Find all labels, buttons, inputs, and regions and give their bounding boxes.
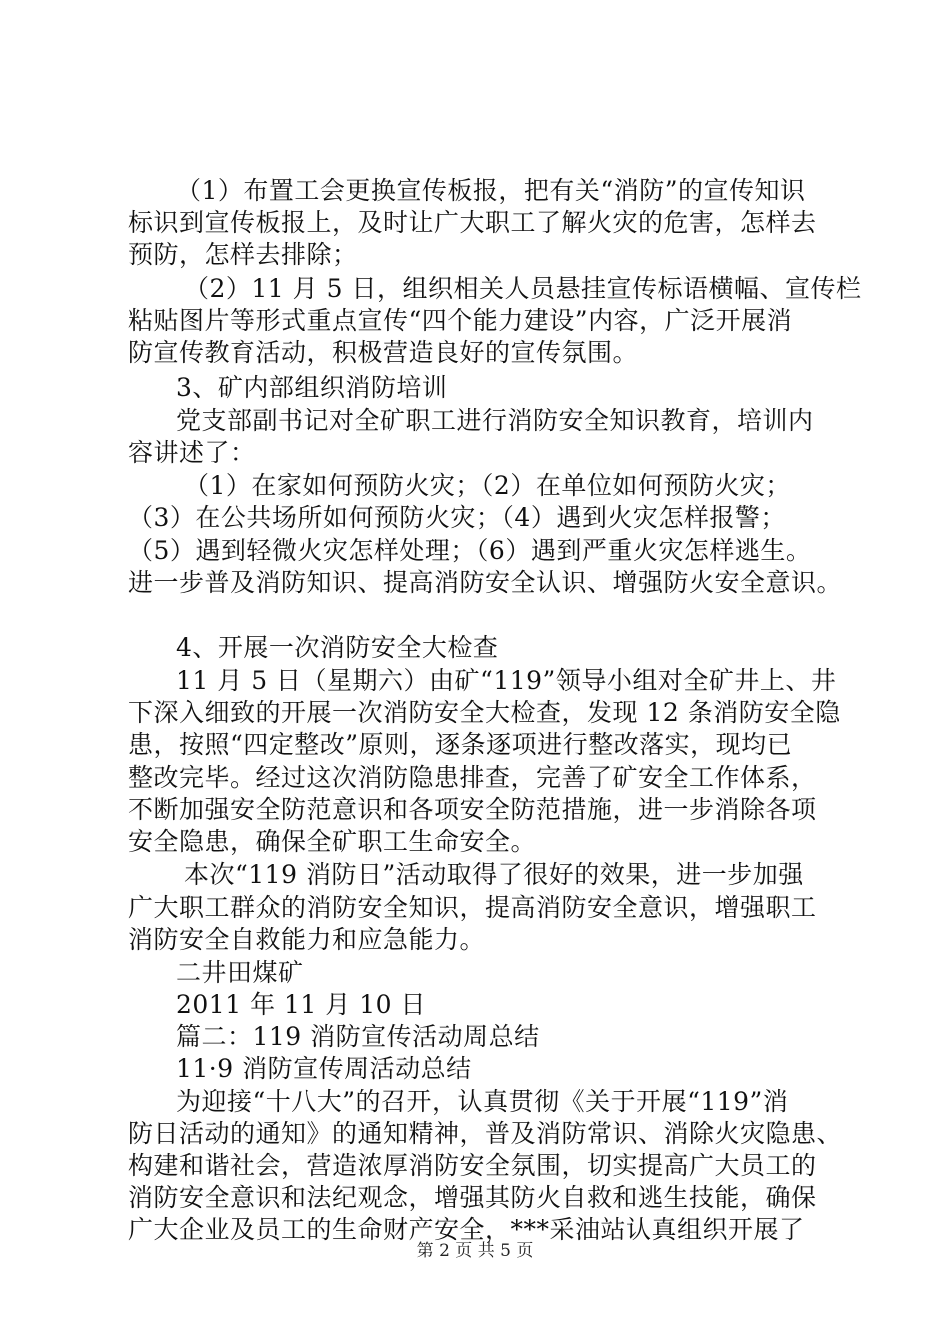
- section-heading: 4、开展一次消防安全大检查: [176, 633, 499, 662]
- text-line: 整改完毕。经过这次消防隐患排查，完善了矿安全工作体系，: [128, 763, 817, 792]
- text-line: （1）在家如何预防火灾；（2）在单位如何预防火灾；: [184, 471, 791, 500]
- text-line: 11 月 5 日（星期六）由矿“119”领导小组对全矿井上、井: [176, 666, 837, 695]
- text-line: 防日活动的通知》的通知精神，普及消防常识、消除火灾隐患、: [128, 1119, 843, 1148]
- section-heading: 3、矿内部组织消防培训: [176, 373, 448, 402]
- signature-org: 二井田煤矿: [176, 958, 304, 987]
- text-line: （3）在公共场所如何预防火灾；（4）遇到火灾怎样报警；: [128, 503, 786, 532]
- page-footer: 第 2 页 共 5 页: [416, 1241, 534, 1261]
- text-line: 广大企业及员工的生命财产安全，***采油站认真组织开展了: [128, 1215, 805, 1244]
- signature-date: 2011 年 11 月 10 日: [176, 990, 426, 1019]
- text-line: 党支部副书记对全矿职工进行消防安全知识教育，培训内: [176, 406, 814, 435]
- text-line: 本次“119 消防日”活动取得了很好的效果，进一步加强: [184, 860, 804, 889]
- text-line: 下深入细致的开展一次消防安全大检查，发现 12 条消防安全隐: [128, 698, 841, 727]
- text-line: 构建和谐社会，营造浓厚消防安全氛围，切实提高广大员工的: [128, 1151, 817, 1180]
- text-line: 标识到宣传板报上，及时让广大职工了解火灾的危害，怎样去: [128, 208, 817, 237]
- text-line: 防宣传教育活动，积极营造良好的宣传氛围。: [128, 338, 639, 367]
- text-line: （1）布置工会更换宣传板报，把有关“消防”的宣传知识: [176, 176, 806, 205]
- text-line: 安全隐患，确保全矿职工生命安全。: [128, 827, 537, 856]
- text-line: 消防安全意识和法纪观念，增强其防火自救和逃生技能，确保: [128, 1183, 817, 1212]
- text-line: 消防安全自救能力和应急能力。: [128, 925, 486, 954]
- text-line: 预防，怎样去排除；: [128, 240, 358, 269]
- text-line: 广大职工群众的消防安全知识，提高消防安全意识，增强职工: [128, 893, 817, 922]
- text-line: 患，按照“四定整改”原则，逐条逐项进行整改落实，现均已: [128, 730, 793, 759]
- section-title: 11·9 消防宣传周活动总结: [176, 1054, 472, 1083]
- text-line: 不断加强安全防范意识和各项安全防范措施，进一步消除各项: [128, 795, 817, 824]
- chapter-title: 篇二：119 消防宣传活动周总结: [176, 1022, 540, 1051]
- text-line: 进一步普及消防知识、提高消防安全认识、增强防火安全意识。: [128, 568, 843, 597]
- text-line: 粘贴图片等形式重点宣传“四个能力建设”内容，广泛开展消: [128, 306, 793, 335]
- text-line: 容讲述了：: [128, 438, 256, 467]
- text-line: （2）11 月 5 日，组织相关人员悬挂宣传标语横幅、宣传栏: [184, 274, 862, 303]
- text-line: （5）遇到轻微火灾怎样处理；（6）遇到严重火灾怎样逃生。: [128, 536, 812, 565]
- text-line: 为迎接“十八大”的召开，认真贯彻《关于开展“119”消: [176, 1087, 789, 1116]
